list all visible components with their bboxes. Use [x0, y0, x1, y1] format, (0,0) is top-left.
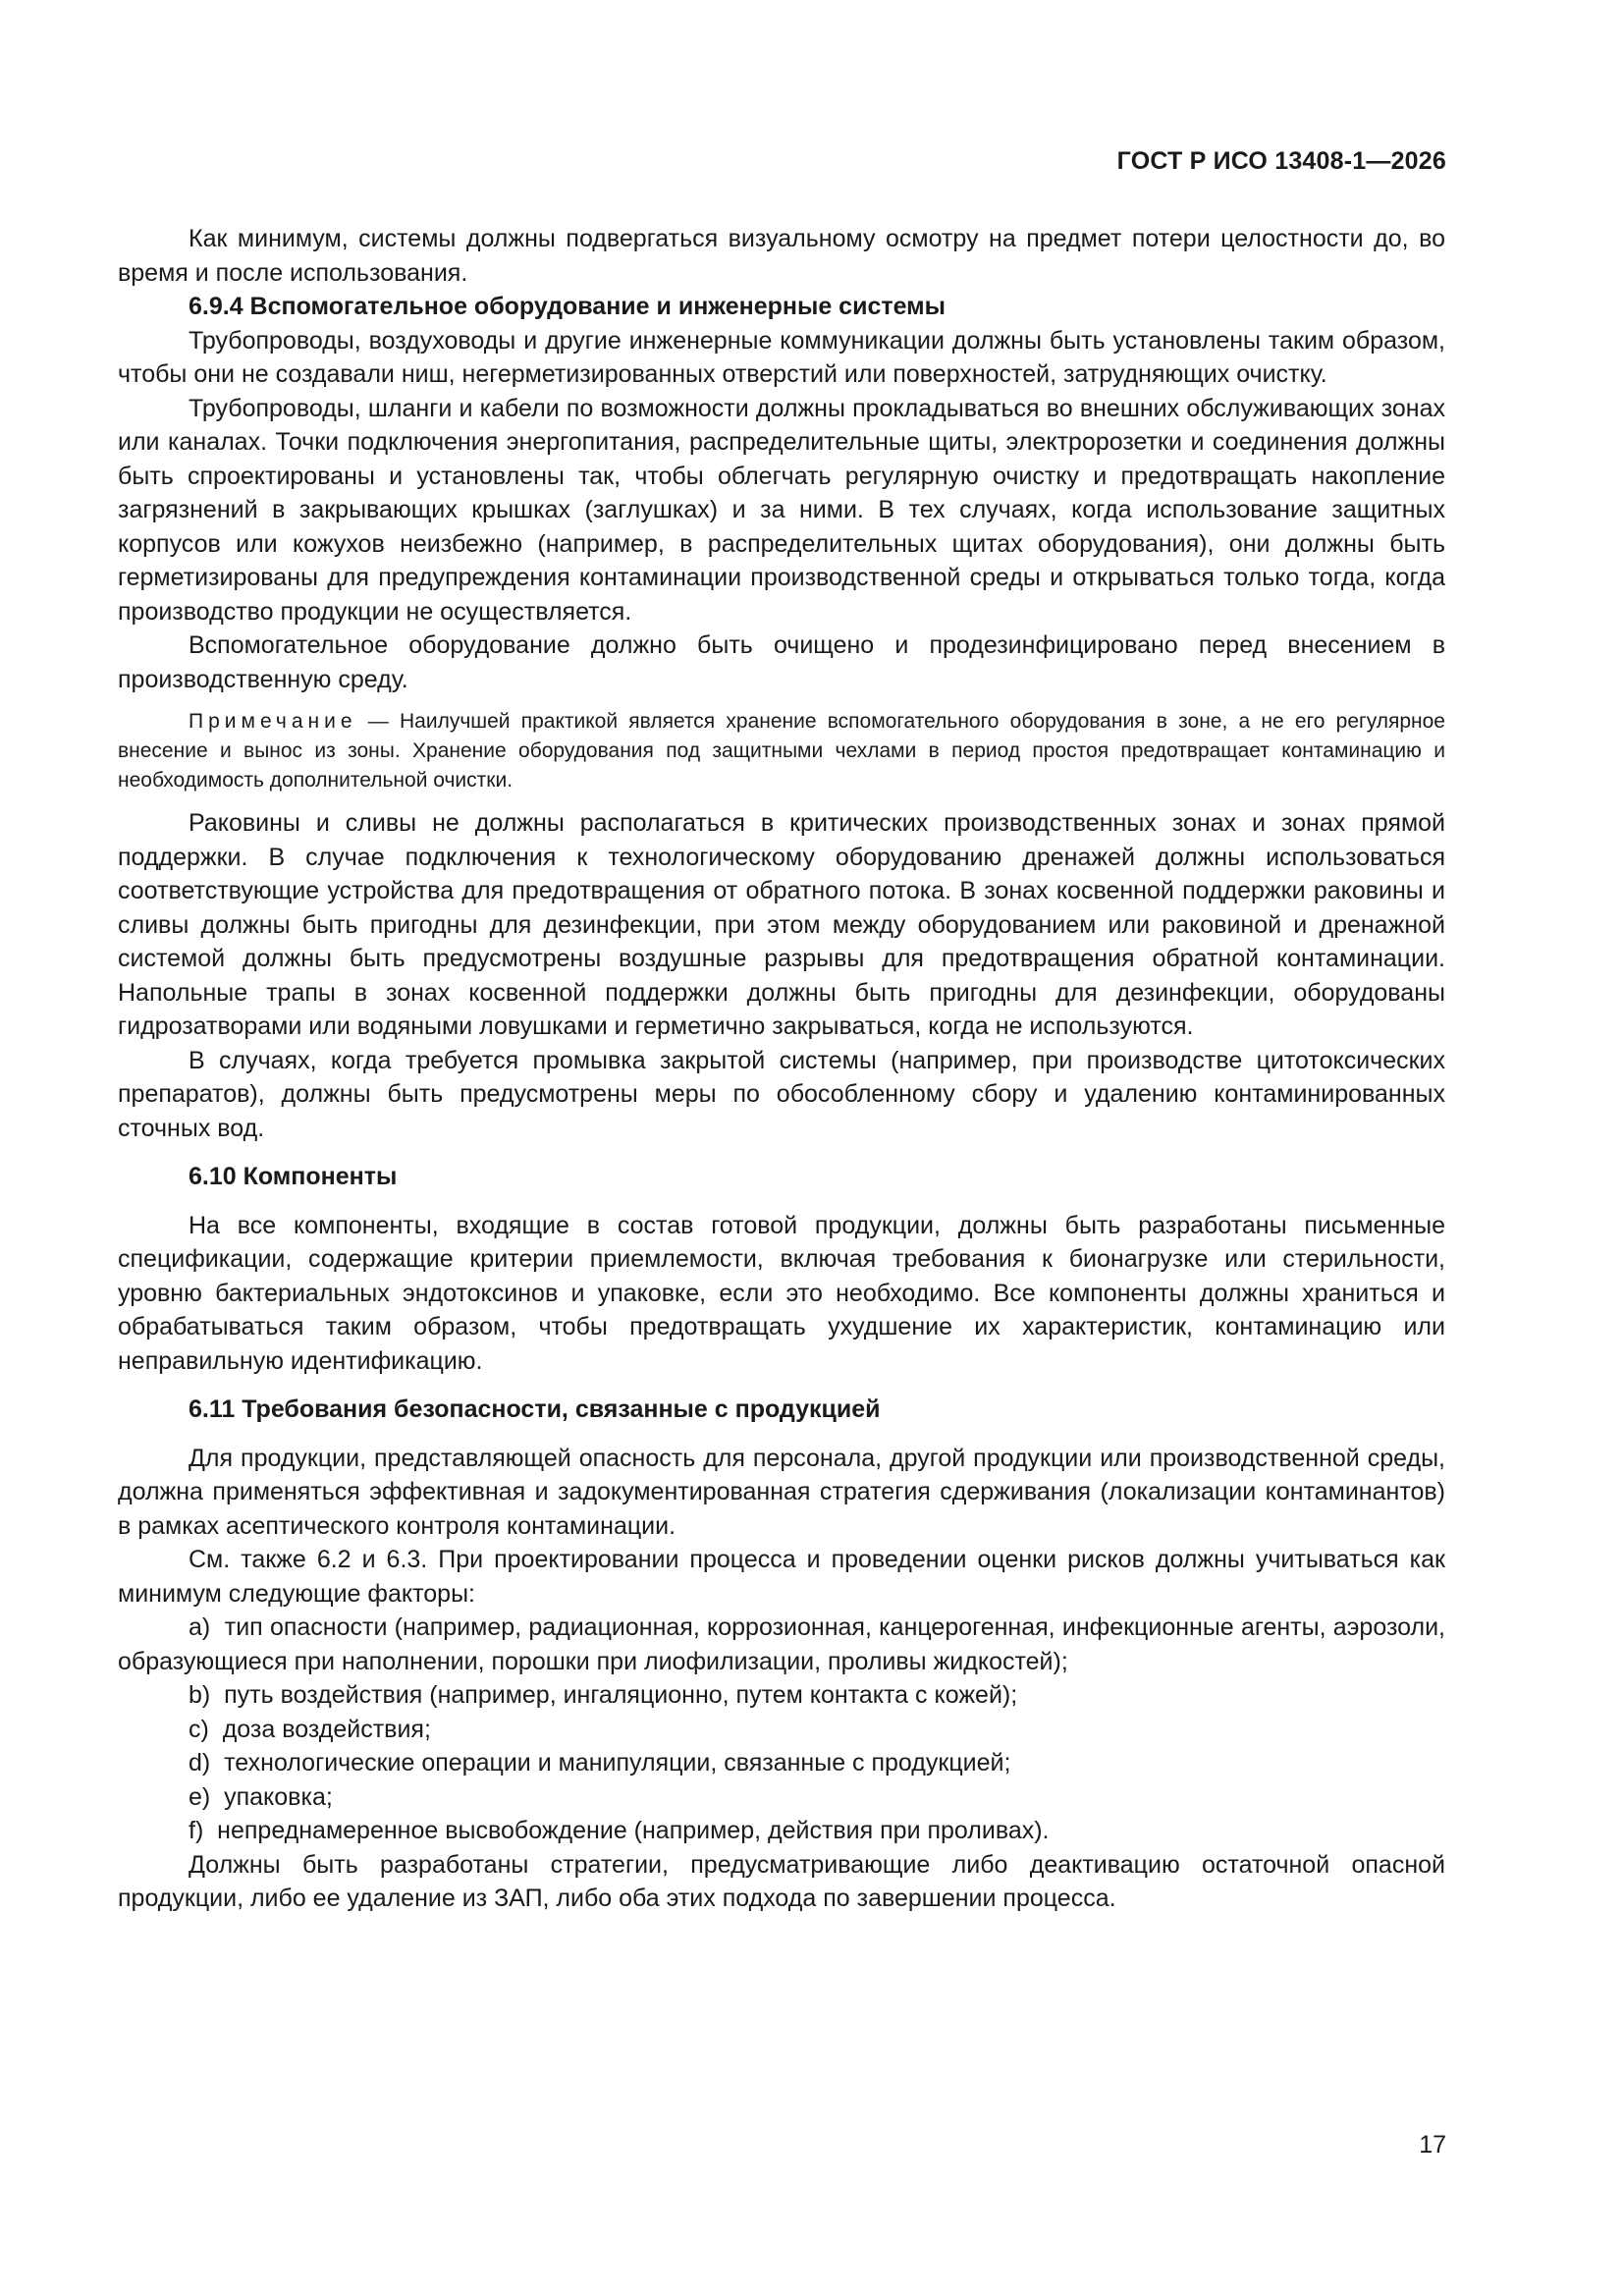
list-item-packaging: e) упаковка;	[189, 1782, 333, 1811]
section-heading-6-10: 6.10 Компоненты	[189, 1163, 398, 1190]
section-heading-6-9-4: 6.9.4 Вспомогательное оборудование и инженерные системы	[189, 293, 947, 320]
list-item-exposure-dose: c) доза воздействия;	[189, 1715, 431, 1743]
paragraph-containment: Для продукции, представляющей опасность для персонала, другой продукции или производственной среды, должна применяться эффективная и задокументированная стратегия сдерживания (локализации контаминантов) в рамках асептического контроля контаминации.	[118, 1444, 1445, 1540]
note	[118, 707, 1445, 795]
document-code-header: ГОСТ Р ИСО 13408-1—2026	[1116, 147, 1446, 175]
list-item-exposure-route: b) путь воздействия (например, ингаляционно, путем контакта с кожей);	[189, 1681, 1018, 1709]
section-heading-6-11: 6.11 Требования безопасности, связанные с продукцией	[189, 1395, 881, 1423]
paragraph-closed-system-flush: В случаях, когда требуется промывка закрытой системы (например, при производстве цитотоксических препаратов), должны быть предусмотрены меры по обособленному сбору и удалению контаминированных сточных вод.	[118, 1046, 1445, 1142]
paragraph-cables: Трубопроводы, шланги и кабели по возможности должны прокладываться во внешних обслуживающих зонах или каналах. Точки подключения энергопитания, распределительные щиты, электророзетки и соединения должны быть спроектированы и установлены так, чтобы облегчать регулярную очистку и предотвращать накопление загрязнений в закрывающих крышках (заглушках) и за ними. В тех случаях, когда использование защитных корпусов или кожухов неизбежно (например, в распределительных щитах оборудования), они должны быть герметизированы для предупреждения контаминации производственной среды и открываться только тогда, когда производство продукции не осуществляется.	[118, 394, 1445, 626]
list-item-unintended-release: f) непреднамеренное высвобождение (например, действия при проливах).	[189, 1817, 1050, 1844]
document-body	[118, 222, 1445, 1916]
paragraph-sinks-drains: Раковины и сливы не должны располагаться в критических производственных зонах и зонах прямой поддержки. В случае подключения к технологическому оборудованию дренажей должны использоваться соответствующие устройства для предотвращения от обратного потока. В зонах косвенной поддержки раковины и сливы должны быть пригодны для дезинфекции, при этом между оборудованием или раковиной и дренажной системой должны быть предусмотрены воздушные разрывы для предотвращения обратной контаминации. Напольные трапы в зонах косвенной поддержки должны быть пригодны для дезинфекции, оборудованы гидрозатворами или водяными ловушками и герметично закрываться, когда не используются.	[118, 809, 1445, 1040]
note-label: Примечание	[189, 710, 357, 733]
note-text: — Наилучшей практикой является хранение вспомогательного оборудования в зоне, а не его регулярное внесение и вынос из зоны. Хранение оборудования под защитными чехлами в период простоя предотвращает контаминацию и необходимость дополнительной очистки.	[118, 710, 1445, 792]
paragraph-components: На все компоненты, входящие в состав готовой продукции, должны быть разработаны письменные спецификации, содержащие критерии приемлемости, включая требования к бионагрузке или стерильности, уровню бактериальных эндотоксинов и упаковке, если это необходимо. Все компоненты должны храниться и обрабатываться таким образом, чтобы предотвращать ухудшение их характеристик, контаминацию или неправильную идентификацию.	[118, 1211, 1445, 1375]
paragraph-strategies: Должны быть разработаны стратегии, предусматривающие либо деактивацию остаточной опасной продукции, либо ее удаление из ЗАП, либо оба этих подхода по завершении процесса.	[118, 1850, 1445, 1912]
paragraph-utilities: Трубопроводы, воздуховоды и другие инженерные коммуникации должны быть установлены таким образом, чтобы они не создавали ниш, негерметизированных отверстий или поверхностей, затрудняющих очистку.	[118, 326, 1445, 388]
paragraph-auxiliary-equipment: Вспомогательное оборудование должно быть очищено и продезинфицировано перед внесением в производственную среду.	[118, 631, 1445, 693]
paragraph-risk-factors: См. также 6.2 и 6.3. При проектировании процесса и проведении оценки рисков должны учитываться как минимум следующие факторы:	[118, 1546, 1445, 1608]
list-item-operations: d) технологические операции и манипуляции, связанные с продукцией;	[189, 1749, 1011, 1777]
page-number: 17	[1419, 2131, 1446, 2159]
paragraph-visual-inspection: Как минимум, системы должны подвергаться визуальному осмотру на предмет потери целостности до, во время и после использования.	[118, 225, 1445, 287]
list-item-hazard-type: a) тип опасности (например, радиационная, коррозионная, канцерогенная, инфекционные агенты, аэрозоли, образующиеся при наполнении, порошки при лиофилизации, проливы жидкостей);	[118, 1613, 1445, 1675]
